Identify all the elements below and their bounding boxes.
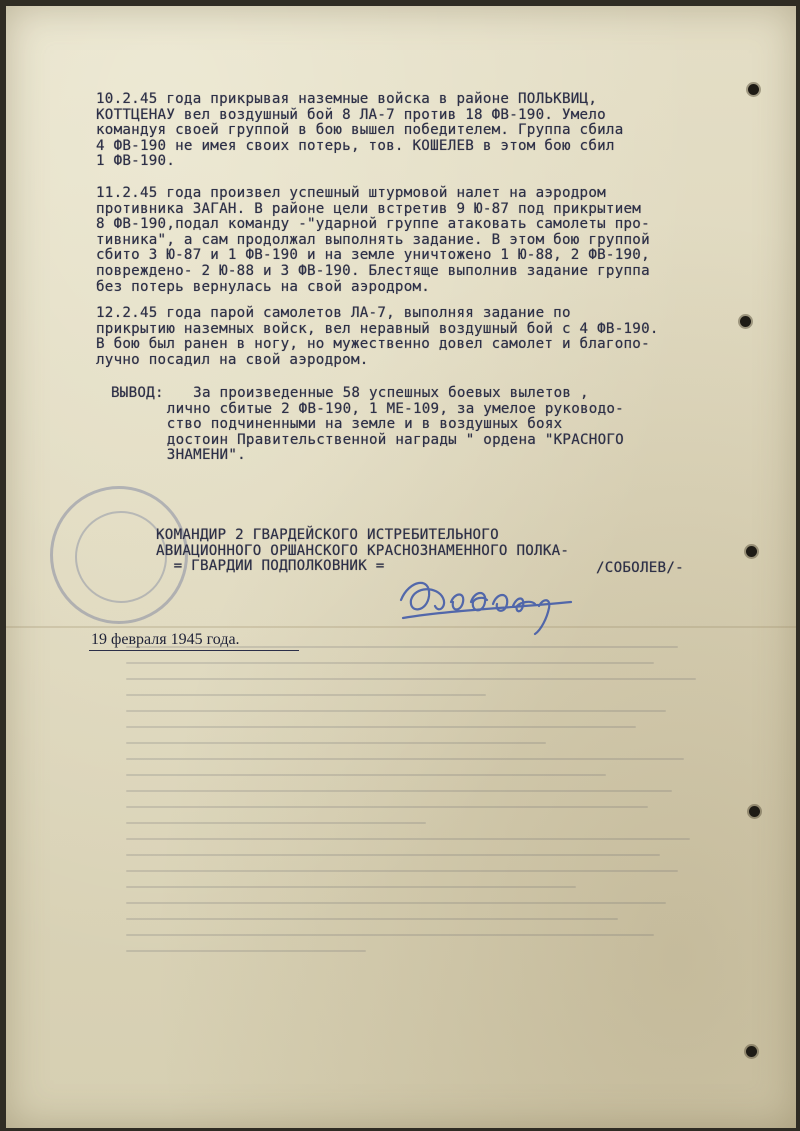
stamp-emblem — [75, 511, 167, 603]
paragraph-feb-11: 11.2.45 года произвел успешный штурмовой налет на аэродром противника ЗАГАН. В районе цели встретив 9 Ю-87 под прикрытием 8 ФВ-190,подал команду -"ударной группе атаковать самолеты про- тивника", а сам продолжал выполнять задание. В этом бою группой сбито 3 Ю-87 и 1 ФВ-190 и на земле уничтожено 1 Ю-88, 2 ФВ-190, повреждено- 2 Ю-88 и 3 ФВ-190. Блестяще выполнив задание группа без потерь вернулась на свой аэродром. — [96, 185, 650, 295]
commander-name: /СОБОЛЕВ/- — [596, 560, 684, 576]
commander-title: КОМАНДИР 2 ГВАРДЕЙСКОГО ИСТРЕБИТЕЛЬНОГО АВИАЦИОННОГО ОРШАНСКОГО КРАСНОЗНАМЕННОГО ПОЛКА- = ГВАРДИИ ПОДПОЛКОВНИК = — [156, 527, 570, 575]
paragraph-feb-12: 12.2.45 года парой самолетов ЛА-7, выполняя задание по прикрытию наземных войск, вел неравный воздушный бой с 4 ФВ-190. В бою был ранен в ногу, но мужественно довел самолет и благопо- лучно посадил на свой аэродром. — [96, 305, 659, 368]
binding-hole — [748, 84, 759, 95]
document-page — [6, 6, 796, 1128]
document-date: 19 февраля 1945 года. — [91, 631, 240, 648]
conclusion-body: За произведенные 58 успешных боевых вылетов , лично сбитые 2 ФВ-190, 1 МЕ-109, за умелое руководо- ство подчиненными на земле и в воздушных боях достоин Правительственной награды " ордена "КРАСНОГО ЗНАМЕНИ". — [166, 385, 624, 464]
binding-hole — [740, 316, 751, 327]
date-underline — [89, 650, 299, 651]
binding-hole — [749, 806, 760, 817]
handwritten-signature — [391, 562, 591, 642]
paragraph-feb-10: 10.2.45 года прикрывая наземные войска в районе ПОЛЬКВИЦ, КОТТЦЕНАУ вел воздушный бой 8 ЛА-7 против 18 ФВ-190. Умело командуя своей группой в бою вышел победителем. Группа сбила 4 ФВ-190 не имея своих потерь, тов. КОШЕЛЕВ в этом бою сбил 1 ФВ-190. — [96, 91, 624, 170]
binding-hole — [746, 1046, 757, 1057]
binding-hole — [746, 546, 757, 557]
bleed-through-text — [126, 646, 726, 976]
conclusion-label: ВЫВОД: — [111, 385, 164, 401]
